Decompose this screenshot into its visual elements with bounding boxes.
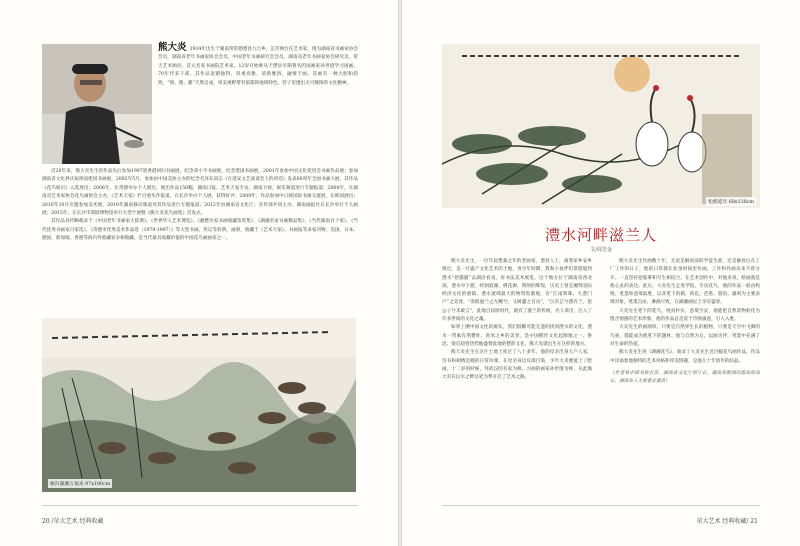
bio-lead-text: 1934年出生于湖南常常德澧县九旦乡，芷洋网台任艺术家。现为湖南省书画家协会会员，湖南省老年书画家协会会员，中国老年书画研究会会员，湖南省老年书画家协会研究员，常天艺术顾问，首元名家书画院艺术家。12岁开始师从于澧县早期著名的国画家孙世澄学习国画。70年代来干部，其作品宽踏独得，厚重高雅，清新雅俗，融情于画。其画有一种大胆和韵致，“情、理、趣”天然自成，审美视野带有浓郁的地域特色，营子里透出无可掩饰的文化精神。 <box>158 47 358 86</box>
article-column-right <box>610 258 760 386</box>
artist-name: 熊大炎 <box>158 42 187 53</box>
left-page <box>0 0 398 546</box>
artist-bio-intro <box>158 44 358 88</box>
geese-painting-image <box>42 318 356 492</box>
page-footer: 20 /荣大艺术 经典收藏 <box>42 518 104 525</box>
bio-paragraph: 近20年来，熊大炎先生的作品先后参加1997迎香港回归书画展，纪念邓小平书画展，纪念建国书画展，2001年参加中国文化促进会书画作品展；参加湖南省文化界庆祝祖国建国书画展，2002年5月，参加由中国美协主办的纪念毛泽东同志《在延安文艺座谈会上的讲话》发表60周年全国书画大展，其作品《花鸟册页》入选展出；2006年，在常德举办个人展出，展出作品150幅，湖南日报、艺术天家专访，湖南卫视、娱乐频道进行专题报道；2008年，在湖南省艺术家协会花鸟画协会主办，《艺术天家》栏目重头作报道。在长沙举办个人展，获得好评；2009年，作品参加中日韩国际书画交流展，在韩国展出；2010年10月应邀参加美术展，2010年湖南移动频道对其作品进行专题报道；2012年由湖南省文化厅、宣传部共同主办，湖南画报社在长沙举行个人画展；2015年，在长沙市简牍博物馆举行大型个展暨《熊大炎花鸟画集》首发式。 <box>42 169 358 217</box>
painting-caption: 松鹤延年 68x138cm <box>706 197 756 206</box>
cranes-painting <box>442 44 760 208</box>
bio-first-paragraph <box>158 44 358 88</box>
footer-rule <box>442 505 760 506</box>
artist-portrait <box>42 44 152 164</box>
article-title: 澧水河畔滋兰人 <box>544 226 657 244</box>
article-paragraph: 大炎先生笔下的花鸟，纯真朴实，意境空灵，他能把自然景物转化为饱含情感的艺术形象，他的作品总是富于诗情画意，引人入胜。 <box>610 308 760 323</box>
right-page <box>402 0 800 546</box>
footer-rule <box>42 505 358 506</box>
article-paragraph: 如果上溯中国文化的源头，我们很稀可能无遗的找到澧水的文化，澧水一带素有荆楚旺、鱼米之乡的美誉，是中国稻作文化起源地之一。鲁迅、梁启超曾热烈地盛赞此地的楚辞文化，熊大炎就出生在这样的地方。 <box>442 325 592 347</box>
cranes-painting-image <box>442 44 760 208</box>
bio-paragraph: 其作品及传略载录于《中国老年书画家大辞典》、《世界华人艺术博览》、《湘楚名家书画收藏鉴赏集》、《湖湘名家书画精品集》、《当代湖南百十家》、《当代优秀书画家百家选》、《常德市优秀美术作品选（1979-1997）》等大型书画、传记等辞典、画册，收藏于《艺术天家》、书画报等多家刊物，美国、日本、德国、新加坡、香港等海内外收藏家争相收藏，是当代最具收藏价值的中国花鸟画画家之一。 <box>42 219 358 242</box>
geese-painting <box>42 318 356 492</box>
artist-bio-continued <box>42 168 358 244</box>
painting-caption: 雁归湖湘万福来 97x180cm <box>48 479 112 488</box>
article-paragraph: 大炎先生的画颜厚，只要是自然界生长的植物，只要是天空中飞舞的鸟雀，都能成为他笔下的题材。他与自然为友，以画为伴，笔墨中充满了对生命的热爱。 <box>610 325 760 347</box>
artist-portrait-image <box>42 44 152 164</box>
article-paragraph: 熊大炎先生，一位年届耄耋之年的老画家，澧县人士，离我家乡安乡很近，是一片盛产文化艺术的土地，青少年时期，我和小伙伴们常搭船到澧水“拾猫猫”去湖沿看戏，看书法美术展览。这个地方位于湖南省西北部，澧水中下游，经洞庭湖、桃花源、荆州的辉煌，历史上曾是湘鄂省际经济文化的重镇。澧水流域最大的物资集散地，有“江南明珠、九澧门户”之美誉，“余既滋兰之九畹兮，又树蕙之百亩”，“沅有芷兮澧有兰，思公子兮未敢言”，此地自屈原时代，就有了滋兰的传统，名人辈出，注入了许多世间的文化之魂。 <box>442 259 592 323</box>
article-paragraph: 熊大炎先生用《湖湘花鸟》、收录了大炎先生近百幅花鸟画作品，作品中洋溢着他独特的艺术风格和审美情趣，是他几十年创作的结晶。 <box>610 350 760 364</box>
page-footer: 荣大艺术 经典收藏/ 21 <box>696 518 758 525</box>
author-note: （作者系中国书协会员、湖南省文化厅原厅长、湖南省新闻出版局原局长、湖南省人大常委会委员） <box>610 370 760 385</box>
article-byline: 文/周芳金 <box>590 247 612 253</box>
article-paragraph: 熊大炎先生在这片土地上度过了八十多年。他的母亲出身大户人家，诗书和刺绣是她的日常功课。在母亲身边耳濡目染，少年大炎便爱上了绘画。十二岁的时候，拜武汉的名家为师，习画的画家孙世澄为师，从此熊大炎在沅水之畔以笔为犁开启了艺术之路。 <box>442 350 592 381</box>
article-column-left <box>442 258 592 382</box>
article-paragraph: 熊大炎先生作画数十年，无论是解放前的学徒生涯，还是解放后在工厂工作的日子，他的日常都在业余时间里作画，工作和作画从来不曾分开。一直坚持把临摹和写生相结合。在艺术创作中，对他来说，绘画就是他心灵的表达。此后，大炎先生走进学院，专攻花鸟，他的作品一般由构图、笔墨和意境取胜，以其笔下的鹤、荷花、芭蕉、游鱼、雄鸡为主要表现对象，笔墨自由、淋漓尽致，在湖湘画坛上享有盛誉。 <box>610 259 760 306</box>
